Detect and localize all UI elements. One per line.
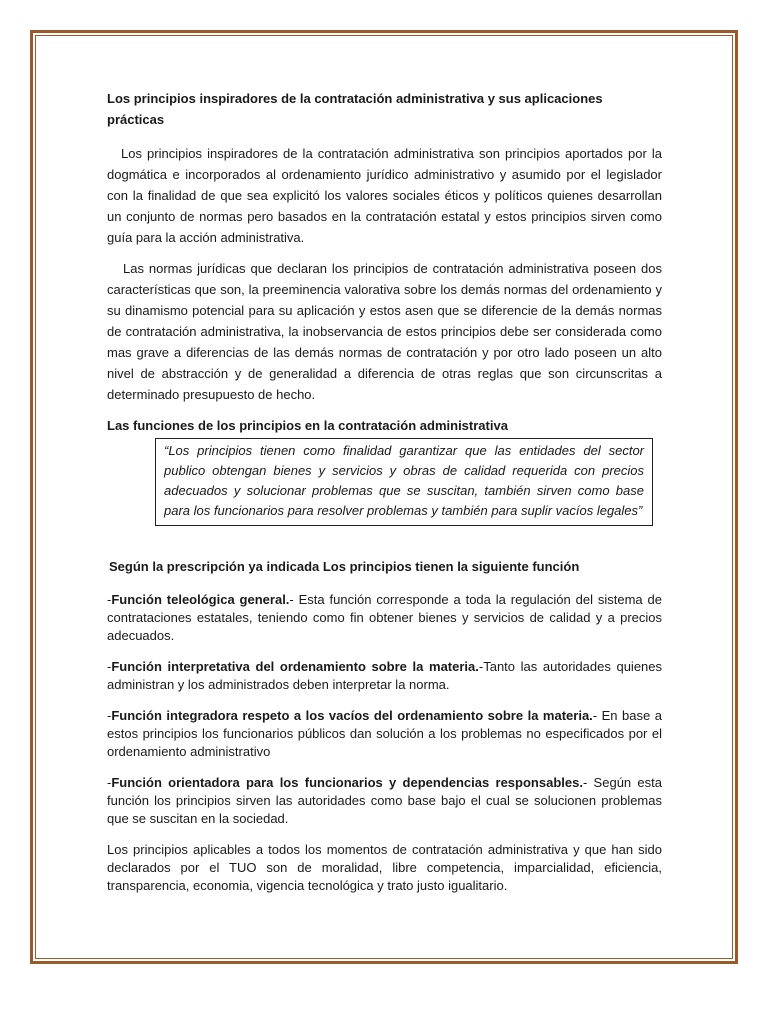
document-title: Los principios inspiradores de la contratación administrativa y sus aplicaciones prácticas <box>107 91 603 127</box>
function-prefix: - <box>107 775 112 790</box>
function-description: - Esta función corresponde a toda la regulación del sistema de contrataciones estatales, teniendo como fin obtener bienes y servicios de calidad y a precios adecuados. <box>107 592 662 643</box>
function-prefix: - <box>107 659 112 674</box>
function-description: - En base a estos principios los funcionarios públicos dan solución a los problemas no especificados por el ordenamiento administrativo <box>107 708 662 759</box>
function-title: Función orientadora para los funcionarios y dependencias responsables. <box>111 775 583 790</box>
paragraph-2: Las normas jurídicas que declaran los principios de contratación administrativa poseen dos características que son, la preeminencia valorativa sobre los demás normas del ordenamiento y su dinamismo potencial para su aplicación y estos asen que se diferencie de la demás normas de contratación administrativa, la inobservancia de estos principios debe ser considerada como mas grave a diferencias de las demás normas de contratación y por otro lado poseen un alto nivel de abstracción y de generalidad a diferencia de otras reglas que son circunscritas a determinado presupuesto de hecho. <box>107 261 662 402</box>
document-body <box>107 88 662 895</box>
function-title: Función teleológica general. <box>111 592 290 607</box>
function-prefix: - <box>107 708 112 723</box>
section-title: Las funciones de los principios en la contratación administrativa <box>107 418 508 433</box>
functions-subtitle: Según la prescripción ya indicada Los principios tienen la siguiente función <box>109 559 580 574</box>
function-item-interpretativa <box>107 658 662 694</box>
function-description: -Tanto las autoridades quienes administran y los administrados deben interpretar la norma. <box>107 659 663 692</box>
function-item-teleologica <box>107 591 662 645</box>
paragraph-1: Los principios inspiradores de la contratación administrativa son principios aportados por la dogmática e incorporados al ordenamiento jurídico administrativo y asumido por el legislador con la finalidad de que sea explicitó los valores sociales éticos y políticos quienes desarrollan un conjunto de normas pero basados en la contratación estatal y estos principios sirven como guía para la acción administrativa. <box>107 146 662 245</box>
function-title: Función interpretativa del ordenamiento sobre la materia. <box>111 659 479 674</box>
function-item-integradora <box>107 707 662 761</box>
quote-box: “Los principios tienen como finalidad garantizar que las entidades del sector publico obtengan bienes y servicios y obras de calidad requerida con precios adecuados y solucionar problemas que se suscitan, también sirven como base para los funcionarios para resolver problemas y también para suplir vacíos legales” <box>155 438 653 526</box>
closing-paragraph: Los principios aplicables a todos los momentos de contratación administrativa y que han sido declarados por el TUO son de moralidad, libre competencia, imparcialidad, eficiencia, transparencia, economia, vigencia tecnológica y trato justo igualitario. <box>107 842 662 893</box>
function-prefix: - <box>107 592 112 607</box>
function-item-orientadora <box>107 774 662 828</box>
function-description: - Según esta función los principios sirven las autoridades como base bajo el cual se solucionen problemas que se suscitan en la sociedad. <box>107 775 662 826</box>
function-title: Función integradora respeto a los vacíos del ordenamiento sobre la materia. <box>111 708 593 723</box>
